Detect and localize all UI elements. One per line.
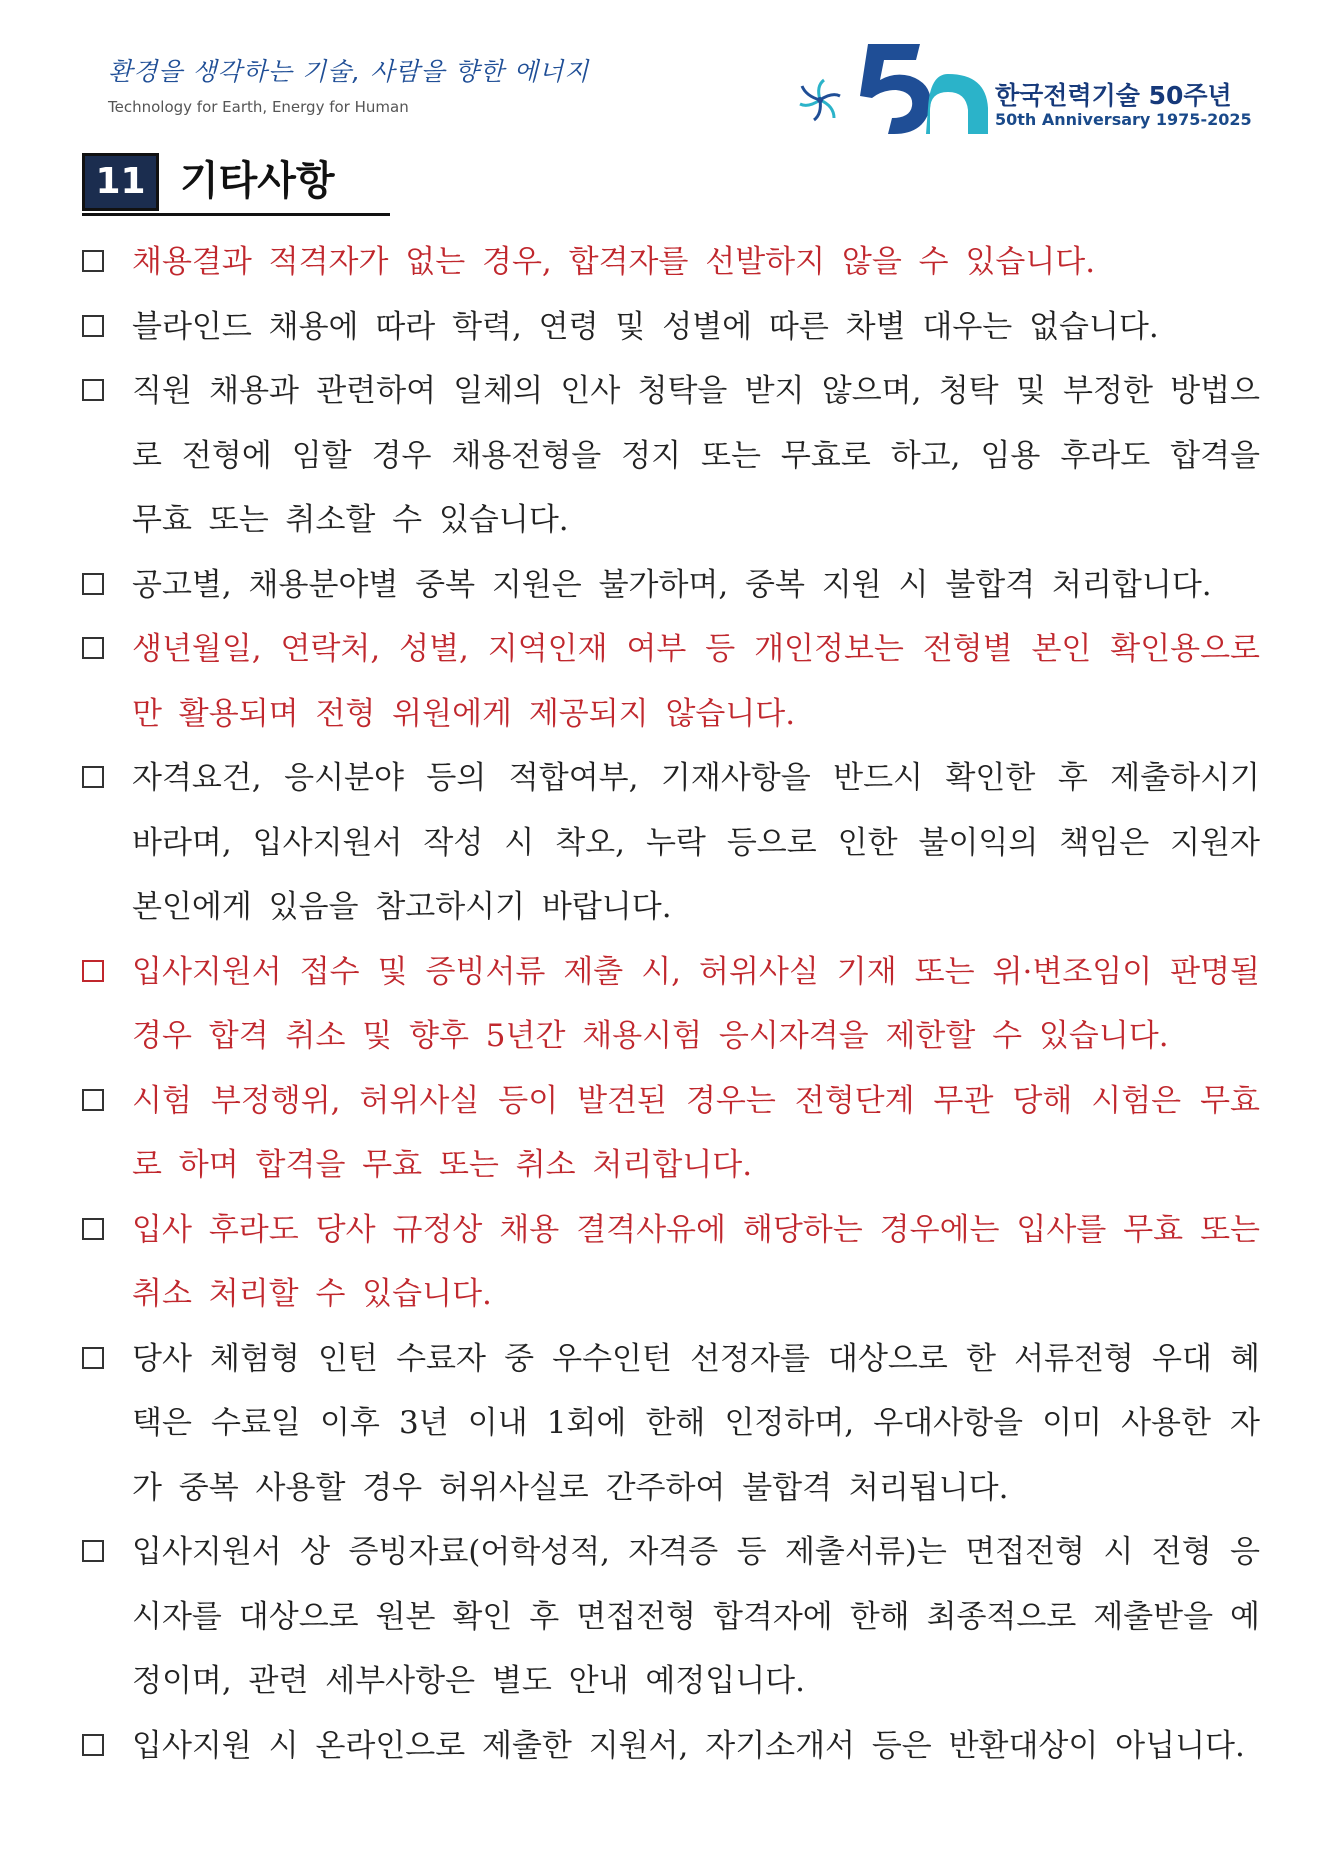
notice-item xyxy=(80,1520,1260,1714)
notice-text: 생년월일, 연락처, 성별, 지역인재 여부 등 개인정보는 전형별 본인 확인용으로만 활용되며 전형 위원에게 제공되지 않습니다. xyxy=(132,631,1260,732)
notice-list xyxy=(80,230,1260,1778)
section-title: 기타사항 xyxy=(180,158,335,204)
section-heading xyxy=(82,153,390,216)
notice-item xyxy=(80,295,1260,360)
checkbox-icon xyxy=(82,1089,104,1111)
notice-text: 입사지원서 접수 및 증빙서류 제출 시, 허위사실 기재 또는 위·변조임이 판명될 경우 합격 취소 및 향후 5년간 채용시험 응시자격을 제한할 수 있습니다. xyxy=(132,953,1260,1054)
notice-item xyxy=(80,553,1260,618)
notice-text: 입사지원서 상 증빙자료(어학성적, 자격증 등 제출서류)는 면접전형 시 전형 응시자를 대상으로 원본 확인 후 면접전형 합격자에 한해 최종적으로 제출받을 예정이며, 관련 세부사항은 별도 안내 예정입니다. xyxy=(132,1534,1260,1699)
checkbox-icon xyxy=(82,960,104,982)
checkbox-icon xyxy=(82,250,104,272)
notice-item xyxy=(80,1198,1260,1327)
notice-item xyxy=(80,230,1260,295)
slogan-korean: 환경을 생각하는 기술, 사람을 향한 에너지 xyxy=(108,57,590,86)
notice-text: 블라인드 채용에 따라 학력, 연령 및 성별에 따른 차별 대우는 없습니다. xyxy=(132,308,1159,345)
notice-text: 시험 부정행위, 허위사실 등이 발견된 경우는 전형단계 무관 당해 시험은 무효로 하며 합격을 무효 또는 취소 처리합니다. xyxy=(132,1082,1260,1183)
slogan-english: Technology for Earth, Energy for Human xyxy=(108,98,409,116)
notice-item xyxy=(80,1327,1260,1521)
anniversary-title: 한국전력기술 50주년 xyxy=(995,81,1232,110)
notice-text: 채용결과 적격자가 없는 경우, 합격자를 선발하지 않을 수 있습니다. xyxy=(132,244,1096,280)
checkbox-icon xyxy=(82,573,104,595)
checkbox-icon xyxy=(82,1734,104,1756)
notice-text: 자격요건, 응시분야 등의 적합여부, 기재사항을 반드시 확인한 후 제출하시기 바라며, 입사지원서 작성 시 착오, 누락 등으로 인한 불이익의 책임은 지원자 본인에게 있음을 참고하시기 바랍니다. xyxy=(132,760,1260,925)
checkbox-icon xyxy=(82,766,104,788)
checkbox-icon xyxy=(82,1218,104,1240)
notice-item xyxy=(80,359,1260,553)
notice-text: 직원 채용과 관련하여 일체의 인사 청탁을 받지 않으며, 청탁 및 부정한 방법으로 전형에 임할 경우 채용전형을 정지 또는 무효로 하고, 임용 후라도 합격을 무효 또는 취소할 수 있습니다. xyxy=(132,373,1260,538)
logo-zero-shape xyxy=(926,74,988,134)
anniversary-subtitle: 50th Anniversary 1975-2025 xyxy=(995,110,1252,129)
notice-text: 당사 체험형 인턴 수료자 중 우수인턴 선정자를 대상으로 한 서류전형 우대 혜택은 수료일 이후 3년 이내 1회에 한해 인정하며, 우대사항을 이미 사용한 자가 중복 사용할 경우 허위사실로 간주하여 불합격 처리됩니다. xyxy=(132,1340,1260,1506)
notice-item xyxy=(80,746,1260,940)
notice-item xyxy=(80,940,1260,1069)
checkbox-icon xyxy=(82,637,104,659)
notice-text: 입사지원 시 온라인으로 제출한 지원서, 자기소개서 등은 반환대상이 아닙니다. xyxy=(132,1727,1245,1764)
anniversary-logo xyxy=(798,36,998,136)
notice-item xyxy=(80,1714,1260,1779)
page-header xyxy=(0,0,1321,150)
section-number: 11 xyxy=(82,153,159,211)
logo-swirl-icon xyxy=(800,80,840,120)
notice-text: 공고별, 채용분야별 중복 지원은 불가하며, 중복 지원 시 불합격 처리합니다. xyxy=(132,566,1212,603)
notice-text: 입사 후라도 당사 규정상 채용 결격사유에 해당하는 경우에는 입사를 무효 또는 취소 처리할 수 있습니다. xyxy=(132,1211,1260,1312)
checkbox-icon xyxy=(82,315,104,337)
checkbox-icon xyxy=(82,1347,104,1369)
checkbox-icon xyxy=(82,1540,104,1562)
checkbox-icon xyxy=(82,379,104,401)
notice-item xyxy=(80,617,1260,746)
logo-five-shape xyxy=(860,44,931,134)
notice-item xyxy=(80,1069,1260,1198)
